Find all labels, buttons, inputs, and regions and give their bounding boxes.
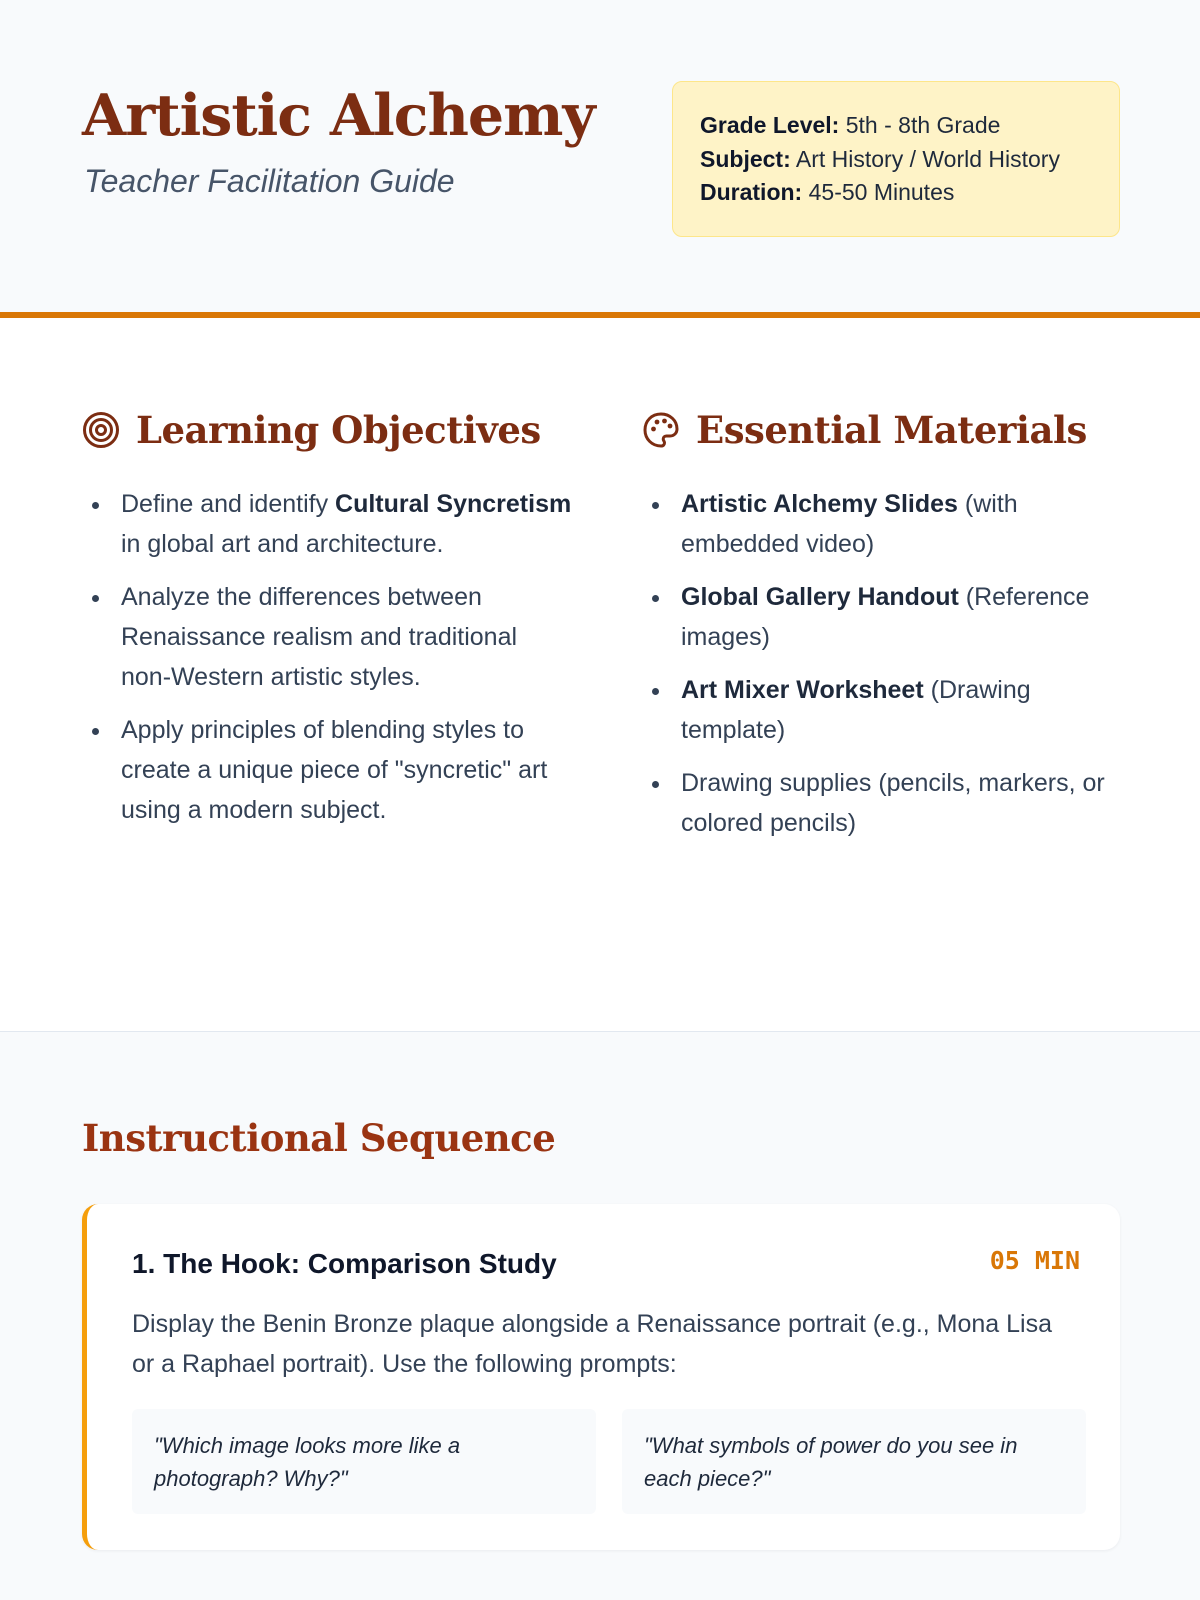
essential-materials-title: Essential Materials [696, 408, 1087, 452]
learning-objectives-header [82, 406, 572, 454]
list-item: Artistic Alchemy Slides (with embedded video) [642, 484, 1112, 564]
sequence-step-card [82, 1204, 1120, 1550]
list-item: Drawing supplies (pencils, markers, or colored pencils) [642, 763, 1112, 843]
instructional-sequence-section [0, 1032, 1200, 1599]
step-duration-badge: 05 MIN [989, 1246, 1080, 1275]
page-subtitle: Teacher Facilitation Guide [84, 163, 455, 199]
essential-materials [642, 406, 1112, 856]
discussion-prompt: "What symbols of power do you see in each piece?" [622, 1409, 1086, 1514]
learning-objectives [82, 406, 572, 843]
learning-objectives-title: Learning Objectives [136, 408, 541, 452]
instructional-sequence-title: Instructional Sequence [82, 1116, 556, 1160]
list-item: Global Gallery Handout (Reference images) [642, 577, 1112, 657]
list-item: Analyze the differences between Renaissance realism and traditional non-Western artistic styles. [82, 577, 572, 697]
meta-duration: Duration: 45-50 Minutes [700, 179, 955, 205]
lesson-meta-box [672, 81, 1120, 237]
page-header [0, 0, 1200, 318]
list-item: Apply principles of blending styles to create a unique piece of "syncretic" art using a modern subject. [82, 710, 572, 830]
discussion-prompt: "Which image looks more like a photograph? Why?" [132, 1409, 596, 1514]
meta-grade-level: Grade Level: 5th - 8th Grade [700, 112, 1001, 138]
page-title: Artistic Alchemy [82, 82, 595, 149]
objectives-list [82, 484, 572, 830]
meta-subject: Subject: Art History / World History [700, 145, 1060, 172]
target-icon [82, 411, 120, 449]
overview-section [0, 318, 1200, 1032]
step-description: Display the Benin Bronze plaque alongside a Renaissance portrait (e.g., Mona Lisa or a Raphael portrait). Use the following prompts: [132, 1310, 1052, 1378]
materials-list [642, 484, 1112, 843]
list-item: Define and identify Cultural Syncretism in global art and architecture. [82, 484, 572, 564]
step-title: 1. The Hook: Comparison Study [132, 1248, 557, 1279]
essential-materials-header [642, 406, 1112, 454]
list-item: Art Mixer Worksheet (Drawing template) [642, 670, 1112, 750]
palette-icon [642, 411, 680, 449]
